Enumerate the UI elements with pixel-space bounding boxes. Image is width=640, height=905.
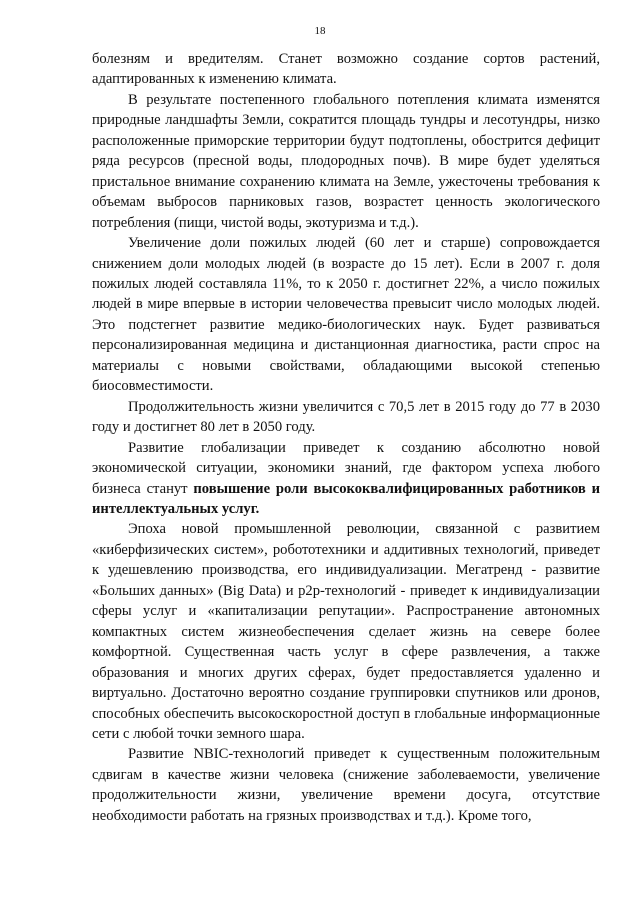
paragraph-aging: Увеличение доли пожилых людей (60 лет и старше) сопровождается снижением доли молодых людей (в возрасте до 15 лет). Если в 2007 г. доля пожилых людей составляла 11%, то к 2050 г. достигнет 22%, а число пожилых людей в мире впервые в истории человечества превысит число молодых людей. Это подстегнет развитие медико-биологических наук. Будет развиваться персонализированная медицина и дистанционная диагностика, расти спрос на материалы с новыми свойствами, обладающими высокой степенью биосовместимости. [92, 235, 600, 395]
paragraph-life-expectancy: Продолжительность жизни увеличится с 70,5 лет в 2015 году до 77 в 2030 году и достигнет 80 лет в 2050 году. [92, 398, 600, 436]
document-body [92, 49, 600, 826]
page-number: 18 [314, 25, 326, 37]
paragraph-continuation: болезням и вредителям. Станет возможно создание сортов растений, адаптированных к изменению климата. [92, 51, 600, 88]
paragraph-industrial-revolution: Эпоха новой промышленной революции, связанной с развитием «киберфизических систем», робототехники и аддитивных технологий, приведет к удешевлению производства, его индивидуализации. Мегатренд - развитие «Больших данных» (Big Data) и p2p-технологий - приведет к индивидуализации сферы услуг и «капитализации репутации». Распространение автономных компактных систем жизнеобеспечения сделает жизнь на севере более комфортной. Существенная часть услуг в сфере развлечения, а также образования и многих других сферах, будет предоставляется удаленно и виртуально. Достаточно вероятно создание группировки спутников или дронов, способных обеспечить высокоскоростной доступ в глобальные информационные сети с любой точки земного шара. [92, 521, 600, 742]
paragraph-globalization [92, 438, 600, 520]
globalization-bold-text: повышение роли высококвалифицированных работников и интеллектуальных услуг. [92, 480, 601, 517]
globalization-text: Развитие глобализации приведет к созданию абсолютно новой экономической ситуации, экономики знаний, где фактором успеха любого бизнеса станут [92, 439, 600, 497]
paragraph-nbic: Развитие NBIC-технологий приведет к существенным положительным сдвигам в качестве жизни человека (снижение заболеваемости, увеличение продолжительности жизни, увеличение времени досуга, отсутствие необходимости работать на грязных производствах и т.д.). Кроме того, [92, 746, 600, 824]
paragraph-climate: В результате постепенного глобального потепления климата изменятся природные ландшафты Земли, сократится площадь тундры и лесотундры, низко расположенные приморские территории будут подтоплены, обострится дефицит ряда ресурсов (пресной воды, плодородных почв). В мире будет уделяться пристальное внимание сохранению климата на Земле, ужесточены требования к объемам выбросов парниковых газов, возрастет ценность экологического потребления (пищи, чистой воды, экотуризма и т.д.). [92, 91, 600, 231]
